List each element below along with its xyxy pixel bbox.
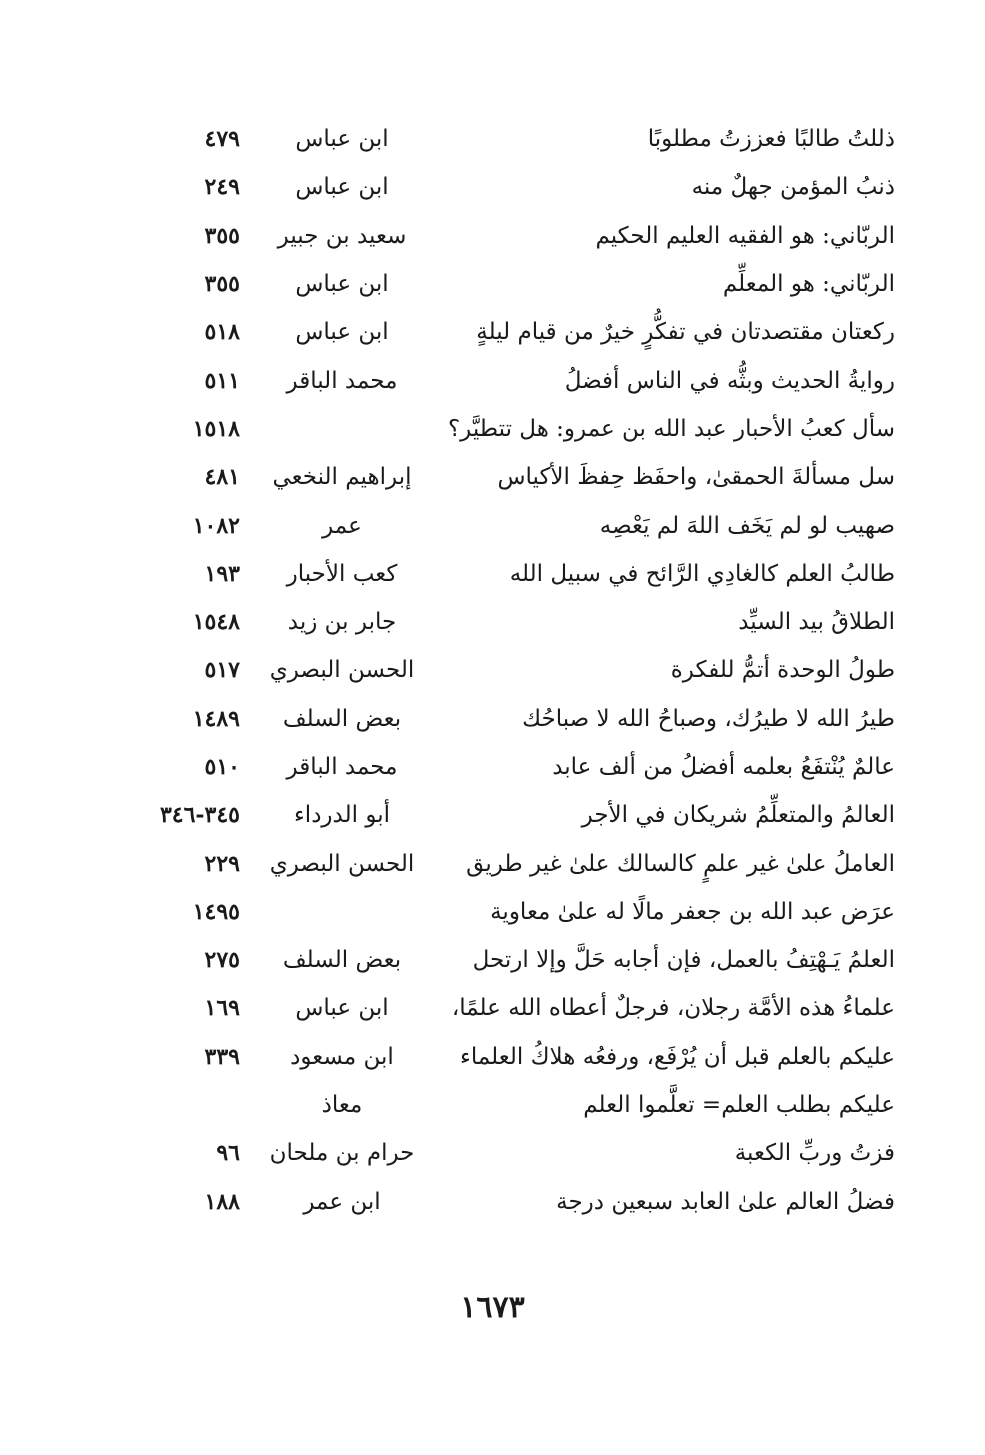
athar-page-ref: ٥١٨ — [204, 319, 240, 346]
athar-index-table — [95, 115, 895, 1226]
athar-source: كعب الأحبار — [286, 560, 398, 587]
athar-source: الحسن البصري — [269, 657, 415, 684]
athar-source: بعض السلف — [282, 705, 402, 732]
athar-text: الربّاني: هو الفقيه العليم الحكيم — [595, 222, 895, 249]
athar-source: عمر — [322, 512, 362, 539]
athar-page-ref: ٢٤٩ — [204, 174, 240, 201]
athar-text: طالبُ العلم كالغادِي الرَّائح في سبيل الله — [509, 560, 895, 587]
athar-source: ابن عباس — [295, 995, 389, 1022]
athar-text: فضلُ العالم علىٰ العابد سبعين درجة — [556, 1188, 895, 1215]
athar-source: محمد الباقر — [286, 754, 398, 780]
athar-text: عليكم بطلب العلم= تعلَّموا العلم — [583, 1092, 895, 1119]
table-row — [95, 501, 895, 549]
table-row — [95, 646, 895, 694]
table-row — [95, 1129, 895, 1177]
table-row — [95, 405, 895, 453]
athar-text: ركعتان مقتصدتان في تفكُّرٍ خيرٌ من قيام ليلةٍ — [476, 319, 895, 346]
athar-source: أبو الدرداء — [293, 802, 390, 829]
athar-text: الطلاقُ بيد السيِّد — [738, 609, 895, 636]
athar-page-ref: ١٦٩ — [204, 995, 240, 1022]
athar-source: ابن عباس — [295, 271, 389, 298]
table-row — [95, 550, 895, 598]
table-row — [95, 308, 895, 356]
table-row — [95, 839, 895, 887]
table-row — [95, 1081, 895, 1129]
table-row — [95, 115, 895, 163]
table-row — [95, 743, 895, 791]
athar-text: عرَض عبد الله بن جعفر مالًا له علىٰ معاوية — [490, 898, 895, 925]
athar-source: سعيد بن جبير — [277, 222, 407, 249]
athar-text: العلمُ يَـهْتِفُ بالعمل، فإن أجابه حَلَّ وإلا ارتحل — [472, 947, 895, 974]
athar-page-ref: ١٩٣ — [204, 560, 240, 587]
athar-source: ابن عمر — [303, 1188, 381, 1215]
athar-page-ref: ١٥٤٨ — [192, 609, 240, 636]
page-number: ١٦٧٣ — [460, 1290, 525, 1325]
athar-text: العاملُ علىٰ غير علمٍ كالسالك علىٰ غير طريق — [466, 850, 895, 877]
athar-text: طيرُ الله لا طيرُك، وصباحُ الله لا صباحُك — [522, 705, 895, 732]
athar-page-ref: ٢٢٩ — [204, 850, 240, 877]
athar-text: الربّاني: هو المعلِّم — [722, 271, 895, 298]
athar-source: جابر بن زيد — [287, 609, 397, 636]
athar-text: عليكم بالعلم قبل أن يُرْفَع، ورفعُه هلاكُ العلماء — [460, 1043, 895, 1070]
athar-page-ref: ٣٤٥-٣٤٦ — [159, 802, 240, 829]
athar-source: بعض السلف — [282, 947, 402, 974]
table-row — [95, 984, 895, 1032]
athar-page-ref: ١٤٩٥ — [192, 898, 240, 925]
athar-source: ابن عباس — [295, 126, 389, 153]
athar-page-ref: ١٨٨ — [204, 1188, 240, 1215]
athar-text: علماءُ هذه الأمَّة رجلان، فرجلٌ أعطاه الله علمًا، — [451, 995, 895, 1022]
athar-source: محمد الباقر — [286, 367, 398, 394]
athar-page-ref: ٥١١ — [204, 367, 240, 394]
table-row — [95, 453, 895, 501]
table-row — [95, 791, 895, 839]
athar-page-ref: ١٠٨٢ — [192, 512, 240, 539]
table-row — [95, 598, 895, 646]
table-row — [95, 1178, 895, 1226]
athar-page-ref: ٥١٧ — [204, 657, 240, 684]
athar-text: ذنبُ المؤمن جهلٌ منه — [691, 174, 895, 201]
athar-text: عالمٌ يُنْتفَعُ بعلمه أفضلُ من ألف عابد — [552, 754, 895, 780]
athar-page-ref: ٢٧٥ — [204, 947, 240, 974]
athar-source: الحسن البصري — [269, 850, 415, 877]
athar-text: سأل كعبُ الأحبار عبد الله بن عمرو: هل تتطيَّر؟ — [447, 415, 895, 442]
table-row — [95, 936, 895, 984]
athar-page-ref: ٣٥٥ — [204, 222, 240, 249]
athar-page-ref: ٣٣٩ — [204, 1043, 240, 1070]
athar-source: ابن عباس — [295, 319, 389, 346]
table-row — [95, 888, 895, 936]
athar-source: ابن مسعود — [290, 1043, 394, 1070]
athar-source: معاذ — [321, 1092, 363, 1119]
athar-page-ref: ٤٨١ — [204, 464, 240, 491]
table-row — [95, 212, 895, 260]
athar-text: صهيب لو لم يَخَف اللهَ لم يَعْصِه — [599, 512, 895, 539]
table-row — [95, 695, 895, 743]
athar-text: طولُ الوحدة أتمُّ للفكرة — [670, 657, 895, 684]
table-row — [95, 1033, 895, 1081]
athar-text: ذللتُ طالبًا فعززتُ مطلوبًا — [647, 126, 895, 153]
table-row — [95, 356, 895, 404]
athar-source: ابن عباس — [295, 174, 389, 201]
athar-page-ref: ٣٥٥ — [204, 271, 240, 298]
athar-text: روايةُ الحديث وبثُّه في الناس أفضلُ — [564, 367, 895, 394]
table-row — [95, 163, 895, 211]
athar-page-ref: ٤٧٩ — [204, 126, 240, 153]
athar-source: إبراهيم النخعي — [272, 464, 412, 491]
athar-source: حرام بن ملحان — [269, 1140, 415, 1167]
athar-page-ref: ٥١٠ — [204, 754, 240, 780]
athar-page-ref: ١٥١٨ — [192, 415, 240, 442]
athar-page-ref: ٩٦ — [216, 1140, 240, 1167]
athar-page-ref: ١٤٨٩ — [192, 705, 240, 732]
athar-text: سل مسألةَ الحمقىٰ، واحفَظ حِفظَ الأكياس — [497, 464, 895, 491]
athar-text: العالمُ والمتعلِّمُ شريكان في الأجر — [581, 802, 895, 829]
table-row — [95, 260, 895, 308]
athar-text: فزتُ وربِّ الكعبة — [734, 1140, 895, 1167]
